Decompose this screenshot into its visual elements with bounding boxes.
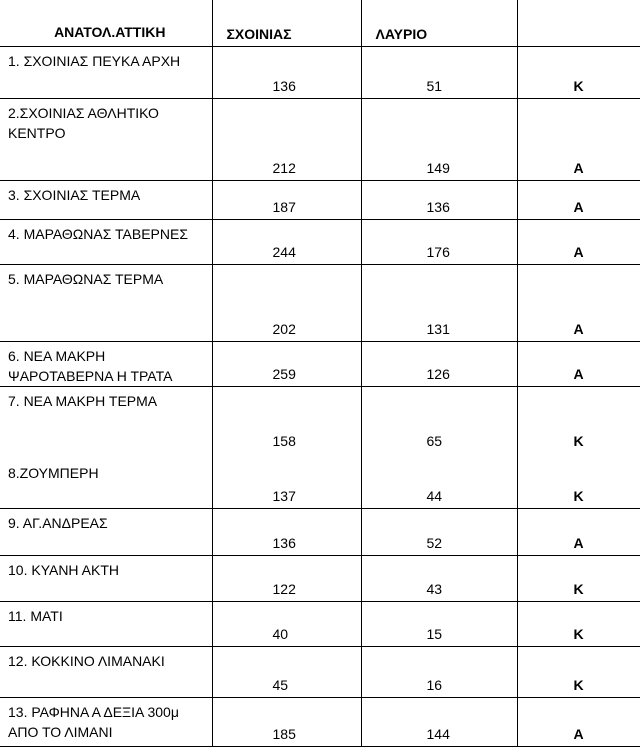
site-name: 11. ΜΑΤΙ <box>8 608 63 624</box>
table-row <box>0 342 640 387</box>
quality-grade: Α <box>573 160 584 176</box>
header-region: ΑΝΑΤΟΛ.ΑΤΤΙΚΗ <box>0 0 212 47</box>
lavrio-value: 51 <box>426 78 443 94</box>
quality-grade: Κ <box>573 488 584 504</box>
quality-grade: Α <box>573 726 584 742</box>
lavrio-value: 131 <box>426 321 450 337</box>
site-name: 9. ΑΓ.ΑΝΔΡΕΑΣ <box>8 515 108 531</box>
header-schinias: ΣΧΟΙΝΙΑΣ <box>212 0 361 47</box>
schinias-value: 259 <box>272 366 296 382</box>
table-row <box>0 181 640 220</box>
lavrio-value: 44 <box>426 488 443 504</box>
schinias-value: 40 <box>272 626 289 642</box>
lavrio-value: 15 <box>426 626 443 642</box>
schinias-value: 202 <box>272 321 296 337</box>
table-row <box>0 647 640 698</box>
site-name: 5. ΜΑΡΑΘΩΝΑΣ ΤΕΡΜΑ <box>8 271 164 287</box>
table-row <box>0 47 640 99</box>
site-name: 12. ΚΟΚΚΙΝΟ ΛΙΜΑΝΑΚΙ <box>8 653 165 669</box>
quality-grade: Κ <box>573 677 584 693</box>
schinias-value: 122 <box>272 581 296 597</box>
quality-grade: Κ <box>573 78 584 94</box>
table-row <box>0 509 640 556</box>
quality-grade: Α <box>573 366 584 382</box>
table-row <box>0 556 640 602</box>
table-row <box>0 265 640 342</box>
lavrio-value: 65 <box>426 433 443 449</box>
lavrio-value: 52 <box>426 535 443 551</box>
schinias-value: 136 <box>272 535 296 551</box>
table-row <box>0 387 640 454</box>
schinias-value: 244 <box>272 244 296 260</box>
quality-grade: Α <box>573 199 584 215</box>
site-name: 1. ΣΧΟΙΝΙΑΣ ΠΕΥΚΑ ΑΡΧΗ <box>8 53 181 69</box>
lavrio-value: 149 <box>426 160 450 176</box>
header-row <box>0 0 640 47</box>
schinias-value: 187 <box>272 199 296 215</box>
lavrio-value: 16 <box>426 677 443 693</box>
schinias-value: 136 <box>272 78 296 94</box>
table-row <box>0 602 640 647</box>
site-name: 13. ΡΑΦΗΝΑ Α ΔΕΞΙΑ 300μ ΑΠΟ ΤΟ ΛΙΜΑΝΙ <box>8 704 179 740</box>
schinias-value: 158 <box>272 433 296 449</box>
site-name: 2.ΣΧΟΙΝΙΑΣ ΑΘΛΗΤΙΚΟ ΚΕΝΤΡΟ <box>8 105 159 141</box>
site-name: 10. ΚΥΑΝΗ ΑΚΤΗ <box>8 562 120 578</box>
site-name: 6. ΝΕΑ ΜΑΚΡΗ ΨΑΡΟΤΑΒΕΡΝΑ Η ΤΡΑΤΑ <box>8 348 173 384</box>
header-lavrio: ΛΑΥΡΙΟ <box>361 0 517 47</box>
site-name: 8.ΖΟΥΜΠΕΡΗ <box>8 465 99 481</box>
lavrio-value: 43 <box>426 581 443 597</box>
quality-grade: Α <box>573 244 584 260</box>
table-row <box>0 99 640 181</box>
table-row <box>0 698 640 747</box>
quality-grade: Κ <box>573 433 584 449</box>
quality-grade: Κ <box>573 581 584 597</box>
lavrio-value: 176 <box>426 244 450 260</box>
lavrio-value: 126 <box>426 366 450 382</box>
site-name: 3. ΣΧΟΙΝΙΑΣ ΤΕΡΜΑ <box>8 187 141 203</box>
table-row <box>0 453 640 509</box>
site-name: 4. ΜΑΡΑΘΩΝΑΣ ΤΑΒΕΡΝΕΣ <box>8 226 188 242</box>
lavrio-value: 144 <box>426 726 450 742</box>
quality-grade: Κ <box>573 626 584 642</box>
schinias-value: 137 <box>272 488 296 504</box>
site-name: 7. ΝΕΑ ΜΑΚΡΗ ΤΕΡΜΑ <box>8 393 158 409</box>
quality-grade: Α <box>573 535 584 551</box>
schinias-value: 185 <box>272 726 296 742</box>
table-row <box>0 220 640 265</box>
schinias-value: 212 <box>272 160 296 176</box>
lavrio-value: 136 <box>426 199 450 215</box>
schinias-value: 45 <box>272 677 289 693</box>
header-grade <box>517 0 640 47</box>
quality-grade: Α <box>573 321 584 337</box>
